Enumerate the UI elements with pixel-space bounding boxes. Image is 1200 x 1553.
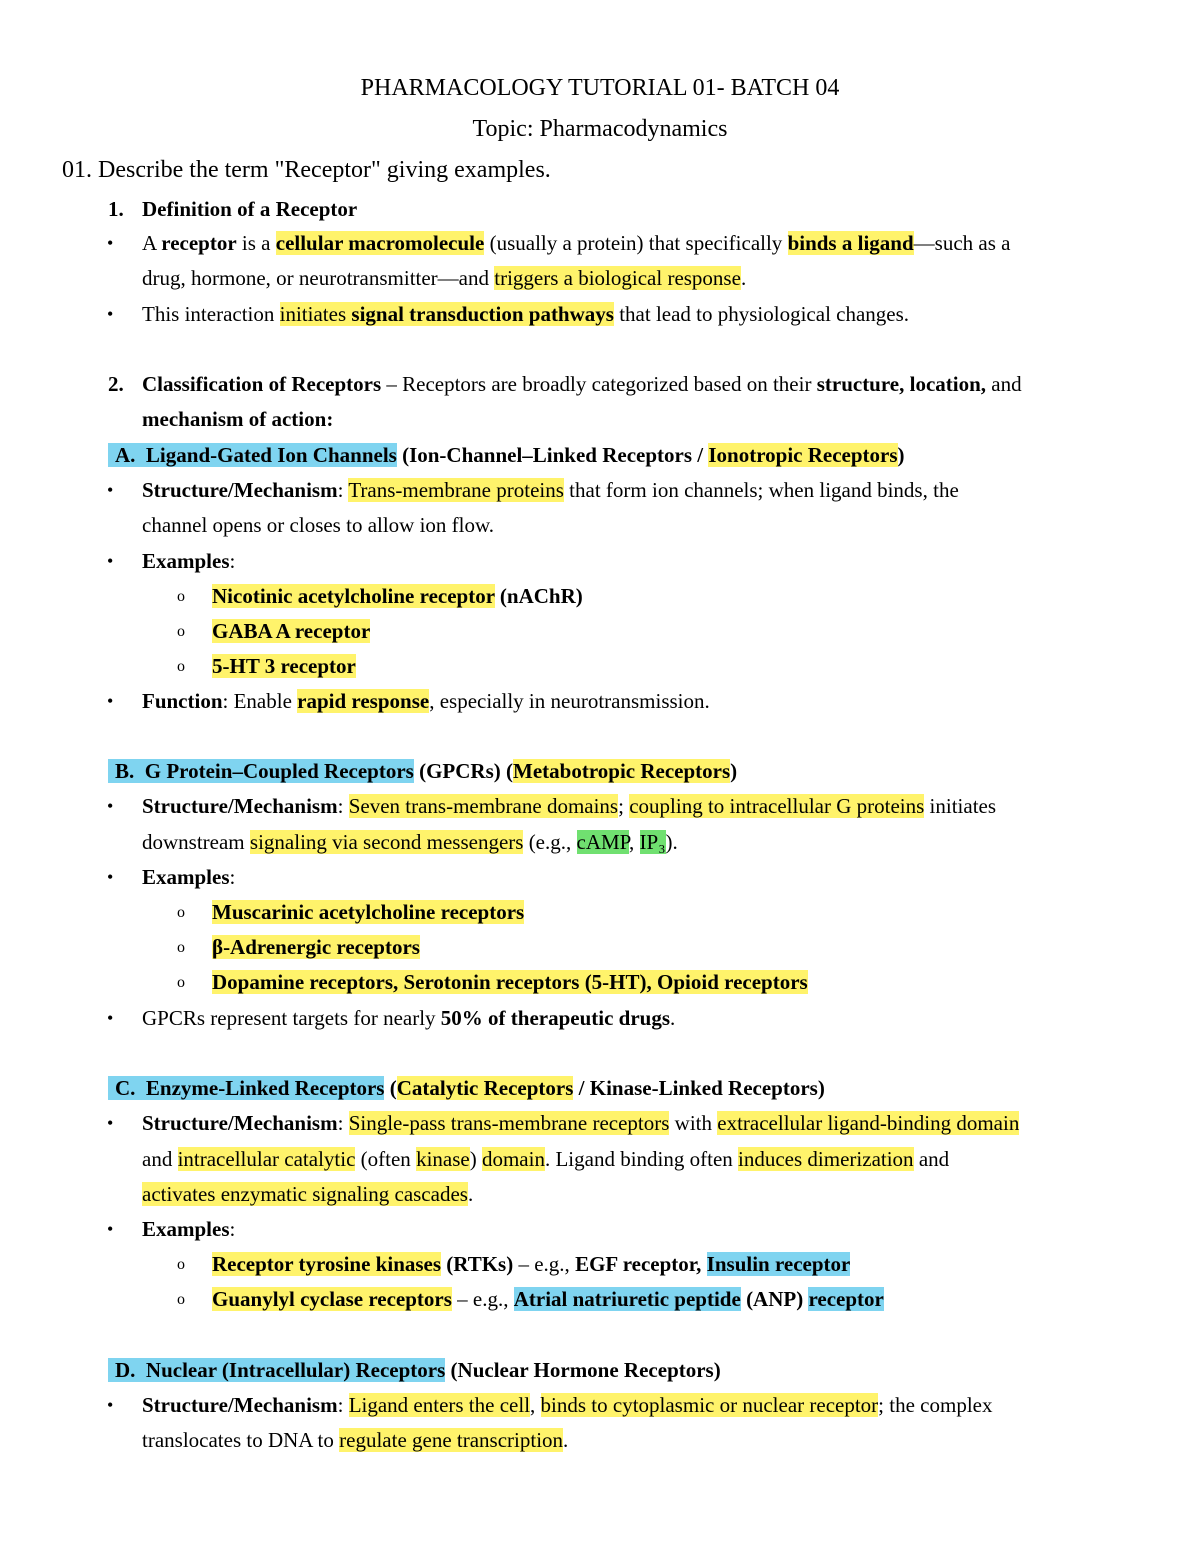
bullet-icon: • [107, 480, 114, 500]
d-structure-line-2: translocates to DNA to regulate gene transcription. [142, 1428, 569, 1452]
bullet-icon: • [107, 691, 114, 711]
section-number: 2. [108, 372, 124, 396]
a-example-3: 5-HT 3 receptor [212, 654, 356, 678]
bullet-icon: • [107, 796, 114, 816]
a-function-line: Function: Enable rapid response, especially in neurotransmission. [142, 689, 710, 713]
a-example-2: GABA A receptor [212, 619, 371, 643]
question-heading: 01. Describe the term "Receptor" giving examples. [62, 157, 551, 183]
sub-bullet-icon: o [177, 623, 185, 640]
c-structure-line-2: and intracellular catalytic (often kinase) domain. Ligand binding often induces dimerization and [142, 1147, 950, 1171]
a-structure-line-1: Structure/Mechanism: Trans-membrane proteins that form ion channels; when ligand binds, the [142, 478, 959, 502]
bullet-icon: • [107, 1008, 114, 1028]
c-example-2: Guanylyl cyclase receptors – e.g., Atrial natriuretic peptide (ANP) receptor [212, 1287, 884, 1311]
definition-line-1: A receptor is a cellular macromolecule (usually a protein) that specifically binds a ligand—such as a [142, 231, 1011, 255]
classification-line-1: Classification of Receptors – Receptors are broadly categorized based on their structure, location, and [142, 372, 1022, 396]
b-example-3: Dopamine receptors, Serotonin receptors (5-HT), Opioid receptors [212, 970, 808, 994]
d-structure-line-1: Structure/Mechanism: Ligand enters the cell, binds to cytoplasmic or nuclear receptor; the complex [142, 1393, 993, 1417]
b-structure-line-1: Structure/Mechanism: Seven trans-membrane domains; coupling to intracellular G proteins initiates [142, 794, 997, 818]
c-examples-label: Examples: [142, 1217, 236, 1241]
bullet-icon: • [107, 867, 114, 887]
a-structure-line-2: channel opens or closes to allow ion flow. [142, 513, 495, 537]
subsection-a-heading: A. Ligand-Gated Ion Channels (Ion-Channel–Linked Receptors / Ionotropic Receptors) [108, 441, 905, 469]
section-heading: Definition of a Receptor [142, 197, 358, 221]
bullet-icon: • [107, 304, 114, 324]
bullet-icon: • [107, 1113, 114, 1133]
document-title: PHARMACOLOGY TUTORIAL 01- BATCH 04 [360, 75, 840, 101]
sub-bullet-icon: o [177, 939, 185, 956]
section-number: 1. [108, 197, 124, 221]
sub-bullet-icon: o [177, 974, 185, 991]
bullet-icon: • [107, 233, 114, 253]
bullet-icon: • [107, 1395, 114, 1415]
c-example-1: Receptor tyrosine kinases (RTKs) – e.g., EGF receptor, Insulin receptor [212, 1252, 851, 1276]
subsection-d-heading: D. Nuclear (Intracellular) Receptors (Nuclear Hormone Receptors) [108, 1356, 721, 1384]
definition-line-3: This interaction initiates signal transduction pathways that lead to physiological changes. [142, 302, 910, 326]
classification-line-2: mechanism of action: [142, 407, 334, 431]
document-topic: Topic: Pharmacodynamics [472, 116, 728, 142]
bullet-icon: • [107, 1219, 114, 1239]
a-example-1: Nicotinic acetylcholine receptor (nAChR) [212, 584, 583, 608]
bullet-icon: • [107, 551, 114, 571]
b-structure-line-2: downstream signaling via second messengers (e.g., cAMP, IP₃). [142, 830, 678, 854]
a-examples-label: Examples: [142, 549, 236, 573]
b-example-1: Muscarinic acetylcholine receptors [212, 900, 525, 924]
b-examples-label: Examples: [142, 865, 236, 889]
sub-bullet-icon: o [177, 588, 185, 605]
c-structure-line-3: activates enzymatic signaling cascades. [142, 1182, 474, 1206]
subsection-c-heading: C. Enzyme-Linked Receptors (Catalytic Receptors / Kinase-Linked Receptors) [108, 1074, 825, 1102]
b-example-2: β-Adrenergic receptors [212, 935, 420, 959]
subsection-b-heading: B. G Protein–Coupled Receptors (GPCRs) (Metabotropic Receptors) [108, 757, 737, 785]
sub-bullet-icon: o [177, 1256, 185, 1273]
sub-bullet-icon: o [177, 1291, 185, 1308]
sub-bullet-icon: o [177, 904, 185, 921]
definition-line-2: drug, hormone, or neurotransmitter—and triggers a biological response. [142, 266, 747, 290]
sub-bullet-icon: o [177, 658, 185, 675]
c-structure-line-1: Structure/Mechanism: Single-pass trans-membrane receptors with extracellular ligand-binding domain [142, 1111, 1020, 1135]
b-note-line: GPCRs represent targets for nearly 50% of therapeutic drugs. [142, 1006, 676, 1030]
